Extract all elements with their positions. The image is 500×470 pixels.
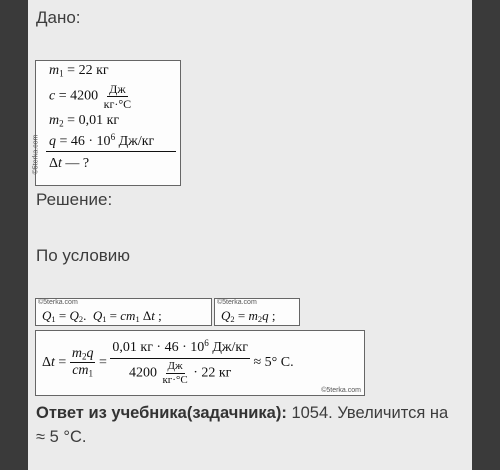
answer-value: 1054. Увеличится на ≈ 5 °C.: [36, 404, 449, 446]
given-c: c = 4200 $\frac{Дж}{кг\cdot^\circ C}$: [49, 82, 132, 111]
q-balance-formula: $Q_1 = Q_2$. $Q_1 = cm_1$ Δt ;: [42, 308, 162, 325]
watermark-3: ©5terka.com: [321, 387, 361, 394]
q2-formula: $Q_2 = m_2q$ ;: [221, 308, 276, 325]
result-box: [35, 330, 365, 396]
condition-heading: По условию: [36, 246, 131, 265]
watermark-1: ©5terka.com: [38, 299, 78, 306]
given-box: [32, 60, 181, 186]
solution-heading: Решение:: [36, 190, 113, 209]
given-m1: $m_1 = 22$ кг: [49, 63, 109, 79]
answer-text: [36, 401, 456, 449]
given-heading: Дано:: [36, 8, 81, 27]
answer-card: [28, 0, 472, 470]
answer-label: Ответ из учебника(задачника):: [36, 404, 287, 422]
given-separator: [46, 151, 176, 152]
watermark-vertical: ©5terka.com: [32, 134, 40, 175]
given-m2: $m_2 = 0,01$ кг: [49, 113, 120, 129]
given-dt: Δt — ?: [49, 156, 90, 171]
q-balance-box: [35, 298, 212, 326]
watermark-2: ©5terka.com: [217, 299, 257, 306]
given-q: $q = 46 \cdot 10^6$ Дж/кг: [49, 132, 155, 149]
q2-box: [214, 298, 300, 326]
result-formula: Δt = $\frac{m_2q}{cm_1}$ = 0,01 кг · $46 \cdot 10^6$ Дж/кг 4200 $\frac{Дж}{кг\cdot^\circ C}$ · 22 кг ≈ 5° C.: [42, 338, 294, 386]
